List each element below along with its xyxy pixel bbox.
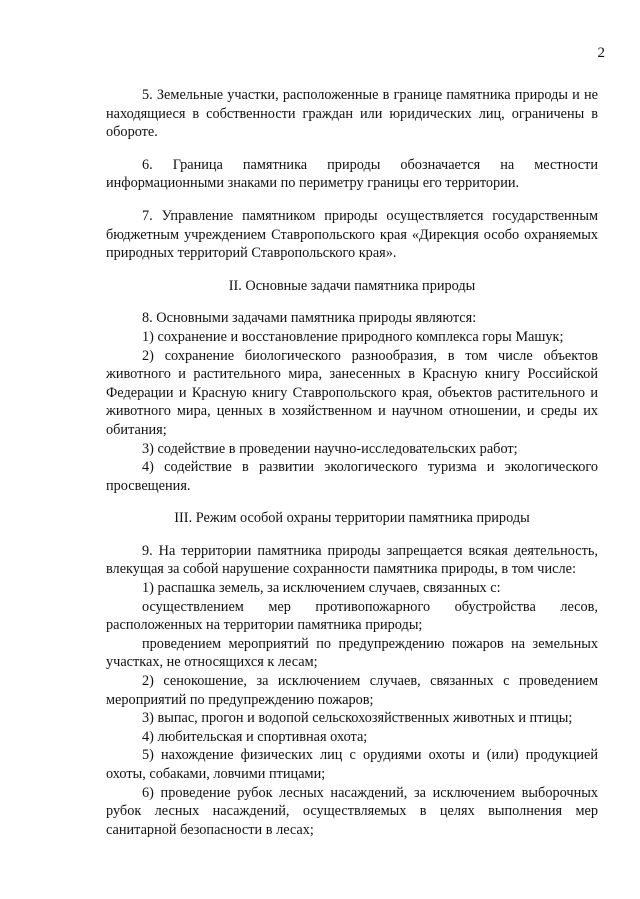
section-2-item: 3) содействие в проведении научно-исследовательских работ; [142, 440, 518, 457]
section-3-intro: 9. На территории памятника природы запрещается всякая деятельность, влекущая за собой нарушение сохранности памятника природы, в том числе: [106, 542, 598, 578]
section-3-item: 1) распашка земель, за исключением случаев, связанных с: [142, 580, 501, 597]
section-2-item: 2) сохранение биологического разнообразия, в том числе объектов животного и растительного мира, занесенных в Красную книгу Российской Федерации и Красную книгу Ставропольского края, объектов растительного и животного мира, ценных в хозяйственном и научном отношении, и среды их обитания; [106, 347, 598, 438]
page-number: 2 [597, 45, 605, 61]
section-3-item: 2) сенокошение, за исключением случаев, связанных с проведением мероприятий по предупреждению пожаров; [106, 673, 598, 708]
section-3-item: 4) любительская и спортивная охота; [142, 728, 368, 745]
paragraph-7: 7. Управление памятником природы осуществляется государственным бюджетным учреждением Ставропольского края «Дирекция особо охраняемых природных территорий Ставропольского края». [106, 207, 598, 262]
paragraph-6: 6. Граница памятника природы обозначается на местности информационными знаками по периметру границы его территории. [106, 156, 598, 192]
paragraph-5: 5. Земельные участки, расположенные в границе памятника природы и не находящиеся в собственности граждан или юридических лиц, ограничены в обороте. [106, 87, 598, 141]
section-3-heading: III. Режим особой охраны территории памятника природы [174, 510, 530, 527]
section-3-item: 6) проведение рубок лесных насаждений, за исключением выборочных рубок лесных насаждений, осуществляемых в целях выполнения мер санитарной безопасности в лесах; [106, 784, 598, 838]
section-3-item: осуществлением мер противопожарного обустройства лесов, расположенных на территории памятника природы; [106, 598, 598, 634]
section-2-heading: II. Основные задачи памятника природы [228, 277, 476, 294]
document-body [106, 86, 598, 839]
section-3-item: 3) выпас, прогон и водопой сельскохозяйственных животных и птицы; [142, 710, 573, 727]
section-3-item: 5) нахождение физических лиц с орудиями охоты и (или) продукцией охоты, собаками, ловчими птицами; [106, 747, 598, 782]
section-3-item: проведением мероприятий по предупреждению пожаров на земельных участках, не относящихся к лесам; [106, 635, 598, 671]
section-2-intro: 8. Основными задачами памятника природы являются: [142, 310, 477, 327]
section-2-item: 4) содействие в развитии экологического туризма и экологического просвещения. [106, 459, 598, 494]
section-2-item: 1) сохранение и восстановление природного комплекса горы Машук; [142, 328, 564, 345]
